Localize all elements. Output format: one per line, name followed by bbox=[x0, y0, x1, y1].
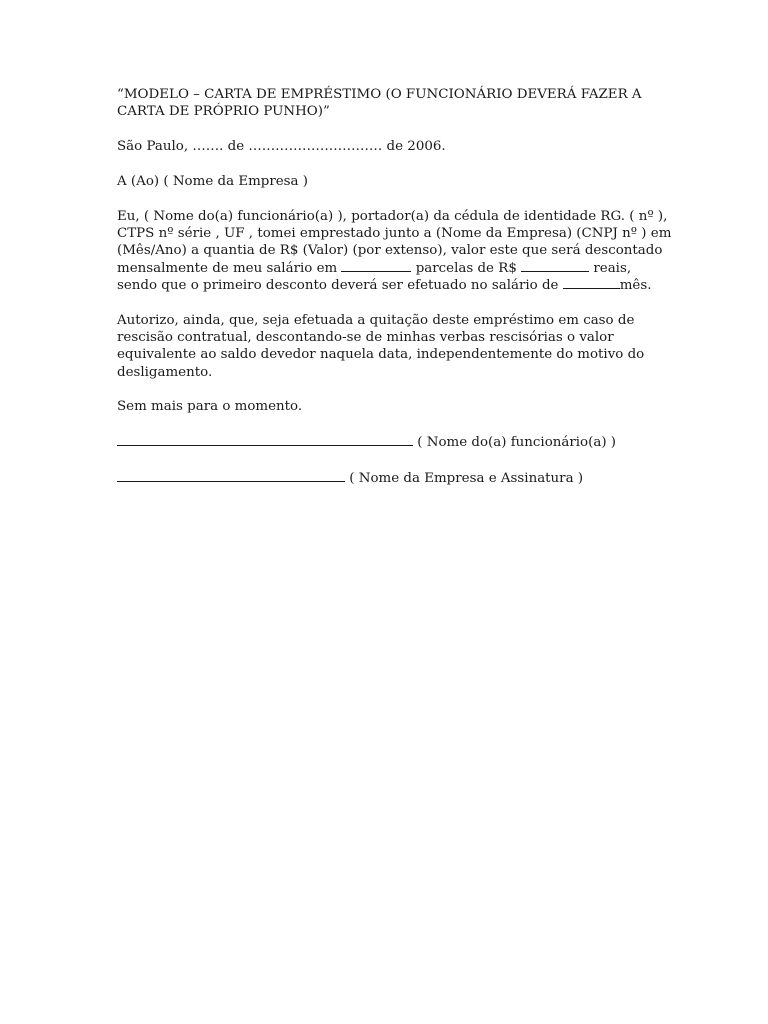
letter-body bbox=[117, 86, 672, 487]
paragraph-1-line-5 bbox=[117, 277, 657, 294]
paragraph-1-line-2: CTPS nº série , UF , tomei emprestado junto a (Nome da Empresa) (CNPJ nº ) em bbox=[117, 225, 672, 241]
employee-signature-rule bbox=[117, 433, 413, 446]
company-signature-label: ( Nome da Empresa e Assinatura ) bbox=[345, 470, 584, 486]
paragraph-2-line-4: desligamento. bbox=[117, 364, 213, 380]
date-line: São Paulo, ……. de ………………………… de 2006. bbox=[117, 139, 446, 155]
title-line-2: CARTA DE PRÓPRIO PUNHO)” bbox=[117, 104, 330, 120]
title-line-1: “MODELO – CARTA DE EMPRÉSTIMO (O FUNCIONÁRIO DEVERÁ FAZER A bbox=[117, 87, 642, 102]
paragraph-2-line-3: equivalente ao saldo devedor naquela data, independentemente do motivo do bbox=[117, 347, 645, 363]
paragraph-1-line-4-text-a: mensalmente de meu salário em bbox=[117, 260, 342, 276]
paragraph-1-line-3: (Mês/Ano) a quantia de R$ (Valor) (por extenso), valor este que será descontado bbox=[117, 243, 663, 259]
company-signature-line bbox=[117, 469, 657, 487]
paragraph-authorization bbox=[117, 312, 657, 381]
paragraph-1-line-5-text-a: sendo que o primeiro desconto deverá ser efetuado no salário de bbox=[117, 277, 563, 293]
paragraph-2-line-2: rescisão contratual, descontando-se de minhas verbas rescisórias o valor bbox=[117, 329, 614, 345]
addressee-line: A (Ao) ( Nome da Empresa ) bbox=[117, 173, 309, 189]
paragraph-1-line-4-text-b: parcelas de R$ bbox=[411, 260, 522, 276]
closing-line: Sem mais para o momento. bbox=[117, 399, 303, 415]
paragraph-declaration bbox=[117, 208, 672, 294]
salary-month-blank bbox=[563, 277, 620, 289]
installment-value-blank bbox=[521, 260, 589, 272]
paragraph-1-line-1: Eu, ( Nome do(a) funcionário(a) ), portador(a) da cédula de identidade RG. ( nº ), bbox=[117, 208, 668, 224]
paragraph-1-line-4 bbox=[117, 260, 657, 277]
paragraph-1-line-5-text-b: mês. bbox=[619, 277, 652, 293]
paragraph-2-line-1: Autorizo, ainda, que, seja efetuada a quitação deste empréstimo em caso de bbox=[117, 312, 635, 328]
company-signature-rule bbox=[117, 469, 345, 482]
installments-blank bbox=[341, 260, 411, 272]
employee-signature-line bbox=[117, 433, 657, 451]
paragraph-1-line-4-text-c: reais, bbox=[589, 260, 632, 276]
employee-signature-label: ( Nome do(a) funcionário(a) ) bbox=[413, 435, 617, 451]
